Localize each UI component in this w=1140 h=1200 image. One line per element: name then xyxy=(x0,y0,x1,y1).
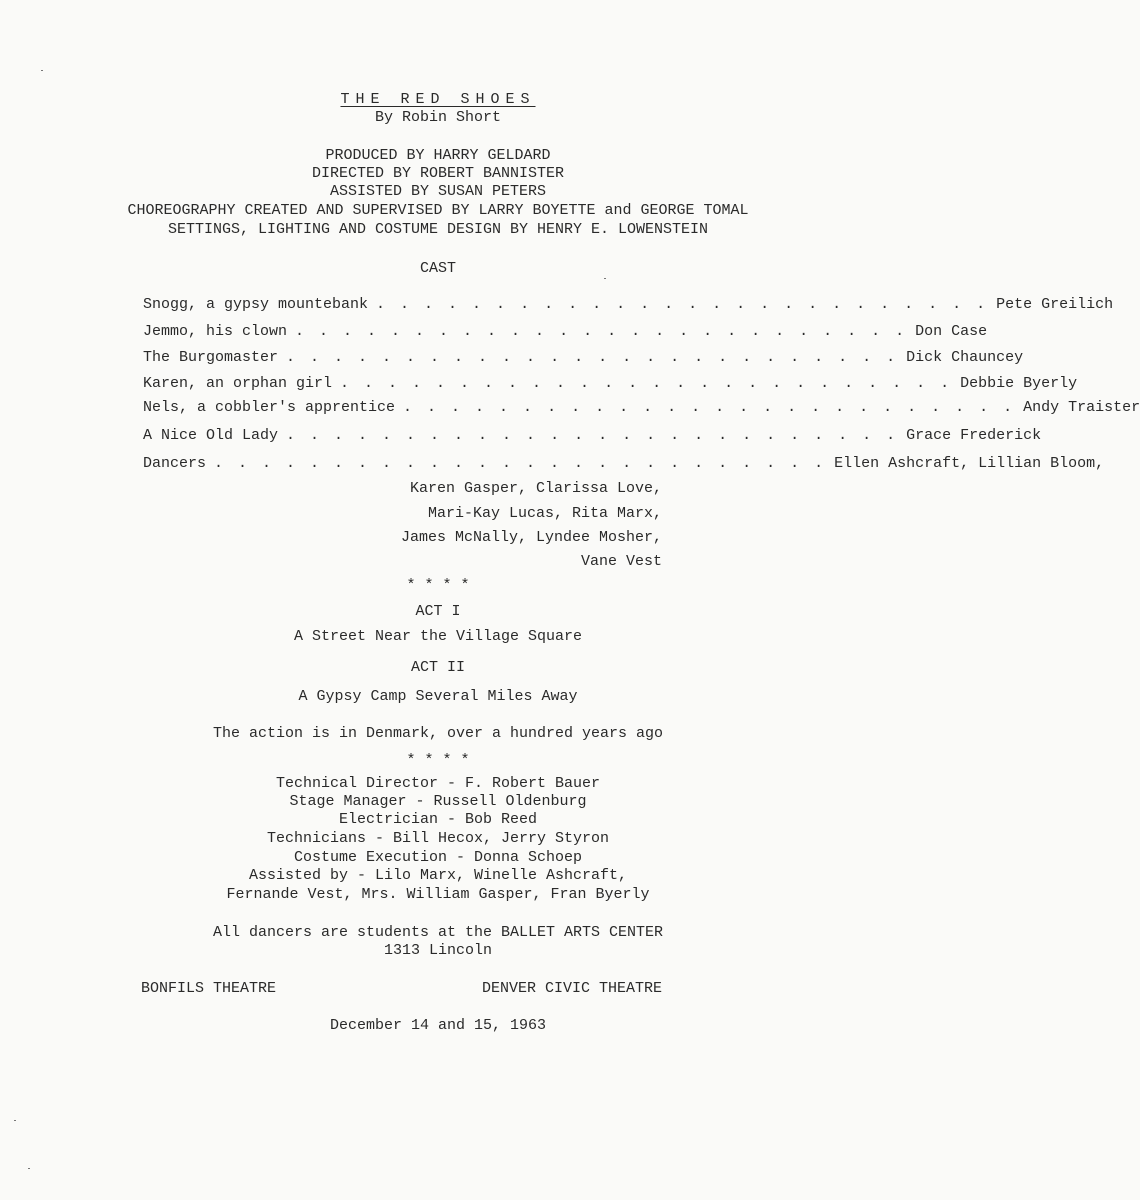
venue-right: DENVER CIVIC THEATRE xyxy=(481,980,662,997)
cast-actor: Pete Greilich xyxy=(996,296,1114,313)
paper-speck xyxy=(41,70,43,71)
cast-role: Nels, a cobbler's apprentice xyxy=(143,399,396,416)
time-place-note: The action is in Denmark, over a hundred years ago xyxy=(212,725,664,742)
dancers-line: Karen Gasper, Clarissa Love, xyxy=(409,480,662,497)
leader-dots: . . . . . . . . . . . . . . . . . . . . . . . . . . xyxy=(295,323,908,340)
cast-actor: Dick Chauncey xyxy=(906,349,1024,366)
leader-dots: . . . . . . . . . . . . . . . . . . . . . . . . . . xyxy=(286,427,899,444)
performance-dates: December 14 and 15, 1963 xyxy=(329,1017,547,1034)
dancers-line: Vane Vest xyxy=(580,553,662,570)
cast-role: Dancers xyxy=(143,455,207,472)
leader-dots: . . . . . . . . . . . . . . . . . . . . . . . . . . xyxy=(376,296,989,313)
crew-line: Technicians - Bill Hecox, Jerry Styron xyxy=(266,830,610,847)
leader-dots: . . . . . . . . . . . . . . . . . . . . . . . . . . xyxy=(214,455,827,472)
crew-line: Assisted by - Lilo Marx, Winelle Ashcraft, xyxy=(248,867,628,884)
act-two-label: ACT II xyxy=(410,659,465,676)
act-one-label: ACT I xyxy=(415,603,461,620)
cast-actor: Don Case xyxy=(915,323,988,340)
leader-dots: . . . . . . . . . . . . . . . . . . . . . . . . . . xyxy=(286,349,899,366)
crew-line: Stage Manager - Russell Oldenburg xyxy=(289,793,587,810)
dancers-line: Mari-Kay Lucas, Rita Marx, xyxy=(427,505,662,522)
crew-line: Fernande Vest, Mrs. William Gasper, Fran Byerly xyxy=(226,886,650,903)
cast-role: The Burgomaster xyxy=(143,349,279,366)
dancers-line: James McNally, Lyndee Mosher, xyxy=(400,529,662,546)
credit-assistant: ASSISTED BY SUSAN PETERS xyxy=(329,183,547,200)
play-title: THE RED SHOES xyxy=(340,91,536,108)
author-line: By Robin Short xyxy=(374,109,502,126)
cast-heading: CAST xyxy=(419,260,456,277)
separator-stars: * * * * xyxy=(406,577,470,594)
cast-role: Snogg, a gypsy mountebank xyxy=(143,296,369,313)
crew-line: Costume Execution - Donna Schoep xyxy=(293,849,583,866)
paper-speck xyxy=(14,1120,16,1121)
venue-left: BONFILS THEATRE xyxy=(141,980,277,997)
cast-row xyxy=(143,349,1024,367)
act-one-setting: A Street Near the Village Square xyxy=(293,628,583,645)
school-address: 1313 Lincoln xyxy=(383,942,493,959)
paper-speck xyxy=(604,278,606,279)
credit-choreography: CHOREOGRAPHY CREATED AND SUPERVISED BY LARRY BOYETTE and GEORGE TOMAL xyxy=(127,202,749,219)
cast-row xyxy=(143,296,1114,314)
leader-dots: . . . . . . . . . . . . . . . . . . . . . . . . . . xyxy=(340,375,953,392)
crew-line: Technical Director - F. Robert Bauer xyxy=(275,775,601,792)
crew-line: Electrician - Bob Reed xyxy=(338,811,538,828)
paper-speck xyxy=(28,1168,30,1169)
separator-stars: * * * * xyxy=(406,752,470,769)
cast-row xyxy=(143,427,1042,445)
cast-row xyxy=(143,375,1078,393)
credit-director: DIRECTED BY ROBERT BANNISTER xyxy=(311,165,565,182)
act-two-setting: A Gypsy Camp Several Miles Away xyxy=(298,688,578,705)
cast-role: A Nice Old Lady xyxy=(143,427,279,444)
school-note: All dancers are students at the BALLET ARTS CENTER xyxy=(212,924,664,941)
cast-row xyxy=(143,399,1140,417)
leader-dots: . . . . . . . . . . . . . . . . . . . . . . . . . . xyxy=(403,399,1016,416)
cast-actor: Andy Traister xyxy=(1023,399,1140,416)
cast-actor: Debbie Byerly xyxy=(960,375,1078,392)
credit-design: SETTINGS, LIGHTING AND COSTUME DESIGN BY HENRY E. LOWENSTEIN xyxy=(167,221,709,238)
cast-role: Jemmo, his clown xyxy=(143,323,288,340)
cast-actor: Ellen Ashcraft, Lillian Bloom, xyxy=(834,455,1105,472)
credit-producer: PRODUCED BY HARRY GELDARD xyxy=(325,147,551,164)
cast-actor: Grace Frederick xyxy=(906,427,1042,444)
cast-row xyxy=(143,323,988,341)
cast-role: Karen, an orphan girl xyxy=(143,375,333,392)
cast-row-dancers xyxy=(143,455,1105,473)
